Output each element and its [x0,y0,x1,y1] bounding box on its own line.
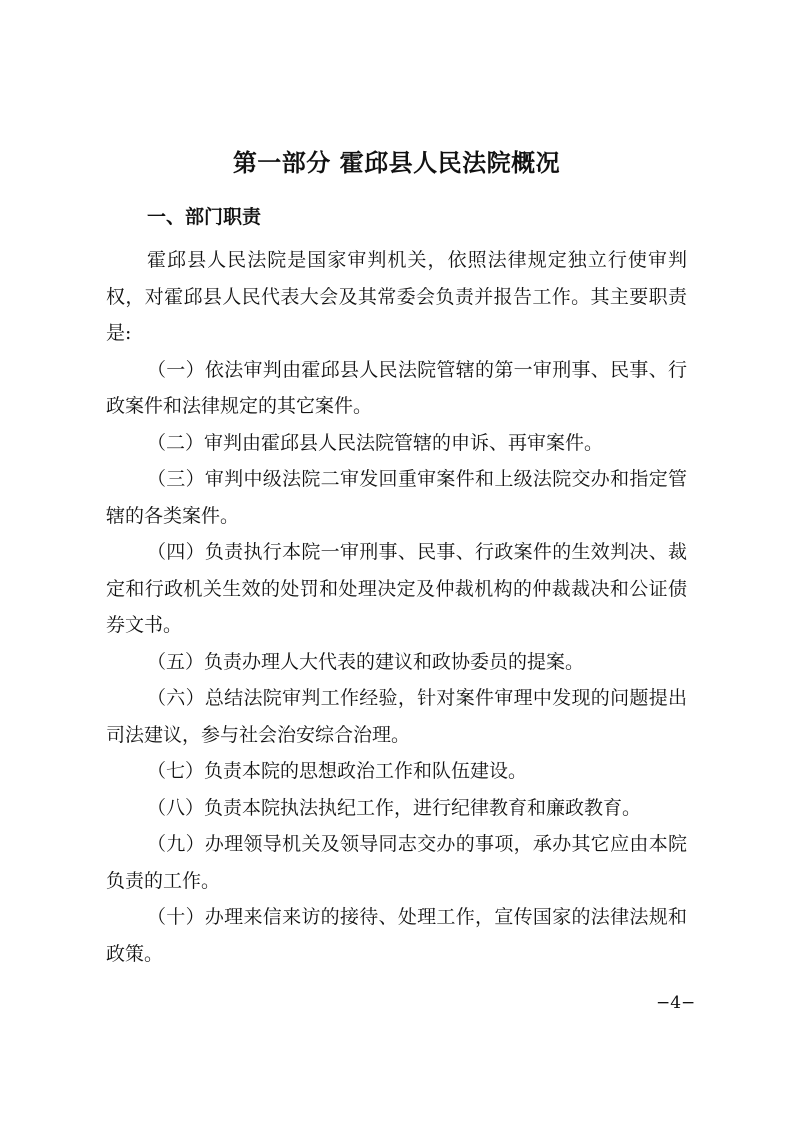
paragraph-duty-6: （六）总结法院审判工作经验，针对案件审理中发现的问题提出司法建议，参与社会治安综合治理。 [106,687,687,746]
page-title: 第一部分 霍邱县人民法院概况 [232,148,561,177]
paragraph-intro: 霍邱县人民法院是国家审判机关，依照法律规定独立行使审判权，对霍邱县人民代表大会及其常委会负责并报告工作。其主要职责是: [106,249,687,344]
paragraph-duty-10: （十）办理来信来访的接待、处理工作，宣传国家的法律法规和政策。 [106,906,687,965]
paragraph-duty-7: （七）负责本院的思想政治工作和队伍建设。 [147,760,528,782]
paragraph-duty-4: （四）负责执行本院一审刑事、民事、行政案件的生效判决、裁定和行政机关生效的处罚和处理决定及仲裁机构的仲裁裁决和公证债券文书。 [106,541,687,636]
paragraph-duty-3: （三）审判中级法院二审发回重审案件和上级法院交办和指定管辖的各类案件。 [106,468,687,527]
paragraph-duty-2: （二）审判由霍邱县人民法院管辖的申诉、再审案件。 [147,431,604,454]
body-text [106,242,687,972]
section-heading: 一、部门职责 [147,206,262,228]
paragraph-duty-5: （五）负责办理人大代表的建议和政协委员的提案。 [147,650,585,673]
paragraph-duty-9: （九）办理领导机关及领导同志交办的事项，承办其它应由本院负责的工作。 [106,833,687,892]
paragraph-duty-1: （一）依法审判由霍邱县人民法院管辖的第一审刑事、民事、行政案件和法律规定的其它案件。 [106,358,687,417]
paragraph-duty-8: （八）负责本院执法执纪工作，进行纪律教育和廉政教育。 [147,796,642,819]
page-number: −4− [656,993,696,1013]
